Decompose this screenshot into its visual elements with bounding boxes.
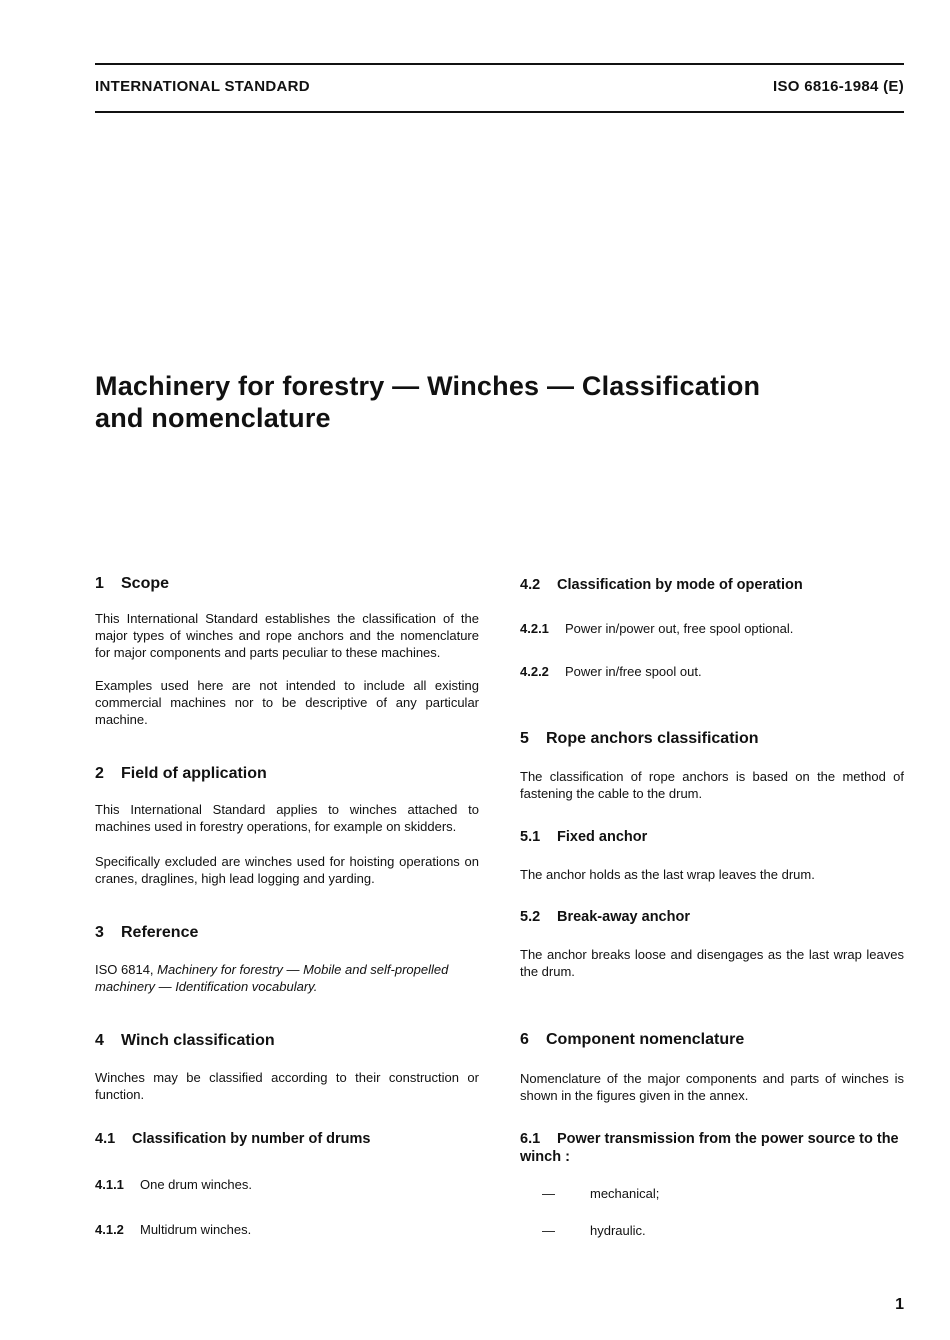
section-1-paragraph-2: Examples used here are not intended to include all existing commercial machines nor to be descriptive of any particular machine.: [95, 678, 479, 727]
section-number: 1: [95, 575, 104, 592]
list-item-text: mechanical;: [590, 1186, 660, 1201]
section-5-2-heading: [520, 908, 690, 926]
section-5-paragraph-1: The classification of rope anchors is based on the method of fastening the cable to the drum.: [520, 769, 904, 801]
header-left-label: INTERNATIONAL STANDARD: [95, 78, 310, 95]
subsection-title: Classification by mode of operation: [557, 577, 803, 593]
section-4-paragraph-1: Winches may be classified according to their construction or function.: [95, 1070, 479, 1102]
page-number: 1: [895, 1296, 904, 1313]
section-4-2-heading: [520, 576, 803, 594]
dash-marker: —: [542, 1223, 555, 1238]
item-text: Multidrum winches.: [140, 1222, 252, 1237]
section-6-paragraph-1: Nomenclature of the major components and parts of winches is shown in the figures given in the annex.: [520, 1071, 904, 1103]
section-6-heading: [520, 1031, 744, 1049]
subsection-number: 6.1: [520, 1131, 541, 1147]
section-2-paragraph-2: Specifically excluded are winches used for hoisting operations on cranes, draglines, high lead logging and yarding.: [95, 854, 479, 886]
item-4-1-1: [95, 1177, 252, 1192]
section-1-paragraph-1: This International Standard establishes the classification of the major types of winches and rope anchors and the nomenclature for major components and parts peculiar to these machines.: [95, 611, 479, 660]
section-number: 6: [520, 1031, 529, 1048]
section-3-heading: [95, 924, 198, 942]
section-1-heading: [95, 575, 169, 593]
subsection-number: 5.1: [520, 829, 541, 845]
section-number: 4: [95, 1032, 104, 1049]
section-title: Rope anchors classification: [546, 730, 759, 747]
section-5-1-heading: [520, 828, 647, 846]
item-text: Power in/free spool out.: [565, 664, 702, 679]
section-4-heading: [95, 1032, 275, 1050]
subsection-title: Break-away anchor: [557, 909, 690, 925]
section-title: Reference: [121, 924, 199, 941]
item-text: One drum winches.: [140, 1177, 252, 1192]
document-title: [95, 370, 895, 434]
subsection-number: 4.2: [520, 577, 541, 593]
list-item: [520, 1223, 646, 1238]
section-2-heading: [95, 765, 267, 783]
section-4-1-heading: [95, 1130, 371, 1148]
item-number: 4.2.1: [520, 621, 549, 636]
subsection-number: 4.1: [95, 1131, 116, 1147]
section-3-reference: [95, 961, 479, 995]
section-title: Winch classification: [121, 1032, 275, 1049]
item-number: 4.1.2: [95, 1222, 124, 1237]
section-number: 3: [95, 924, 104, 941]
section-title: Field of application: [121, 765, 267, 782]
document-title-line1: Machinery for forestry — Winches — Classification: [95, 371, 761, 401]
subsection-title: Classification by number of drums: [132, 1131, 371, 1147]
document-title-line2: and nomenclature: [95, 403, 331, 433]
header-bottom-rule: [95, 111, 904, 113]
item-4-2-1: [520, 621, 793, 636]
section-title: Scope: [121, 575, 170, 592]
subsection-title: Fixed anchor: [557, 829, 648, 845]
item-4-2-2: [520, 664, 702, 679]
reference-title: Machinery for forestry — Mobile and self-propelled machinery — Identification vocabulary.: [95, 962, 449, 994]
subsection-title: Power transmission from the power source to the winch :: [520, 1131, 899, 1165]
header-top-rule: [95, 63, 904, 65]
section-number: 5: [520, 730, 529, 747]
reference-prefix: ISO 6814,: [95, 962, 154, 977]
section-6-1-heading: [520, 1130, 904, 1166]
section-5-1-text: The anchor holds as the last wrap leaves the drum.: [520, 867, 815, 882]
item-number: 4.2.2: [520, 664, 549, 679]
section-2-paragraph-1: This International Standard applies to winches attached to machines used in forestry operations, for example on skidders.: [95, 802, 479, 834]
section-5-2-text: The anchor breaks loose and disengages as the last wrap leaves the drum.: [520, 947, 904, 979]
list-item: [520, 1186, 659, 1201]
section-5-heading: [520, 730, 759, 748]
list-item-text: hydraulic.: [590, 1223, 646, 1238]
item-number: 4.1.1: [95, 1177, 124, 1192]
dash-marker: —: [542, 1186, 555, 1201]
section-number: 2: [95, 765, 104, 782]
item-4-1-2: [95, 1222, 251, 1237]
subsection-number: 5.2: [520, 909, 541, 925]
section-title: Component nomenclature: [546, 1031, 745, 1048]
header-right-label: ISO 6816-1984 (E): [772, 78, 904, 95]
item-text: Power in/power out, free spool optional.: [565, 621, 794, 636]
